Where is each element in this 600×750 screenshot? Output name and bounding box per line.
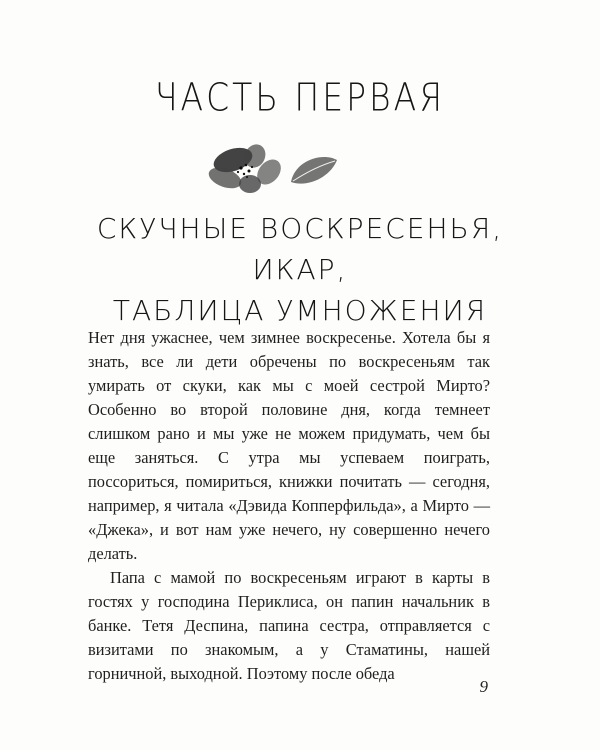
body-text xyxy=(88,326,490,686)
chapter-title-line-1: СКУЧНЫЕ ВОСКРЕСЕНЬЯ, xyxy=(96,212,504,245)
chapter-title-line-3: ТАБЛИЦА УМНОЖЕНИЯ xyxy=(112,294,488,327)
chapter-title xyxy=(0,208,600,331)
part-title: ЧАСТЬ ПЕРВАЯ xyxy=(154,75,446,120)
flower-and-leaf-ink-icon xyxy=(195,138,345,198)
chapter-title-line-2: ИКАР, xyxy=(252,253,348,286)
paragraph-2: Папа с мамой по воскресеньям играют в карты в гостях у господина Периклиса, он папин начальник в банке. Тетя Деспина, папина сестра, отправляется с визитами по знакомым, а у Стаматины, нашей горничной, выходной. Поэтому после обеда xyxy=(88,568,490,683)
paragraph-1: Нет дня ужаснее, чем зимнее воскресенье. Хотела бы я знать, все ли дети обречены по воскресеньям так умирать от скуки, как мы с моей сестрой Мирто? Особенно во второй половине дня, когда темнеет слишком рано и мы уже не можем придумать, чем бы еще заняться. С утра мы успеваем поиграть, поссориться, помириться, книжки почитать — сегодня, например, я читала «Дэвида Копперфильда», а Мирто — «Джека», и вот нам уже нечего, ну совершенно нечего делать. xyxy=(88,328,490,563)
page-number: 9 xyxy=(479,677,488,696)
